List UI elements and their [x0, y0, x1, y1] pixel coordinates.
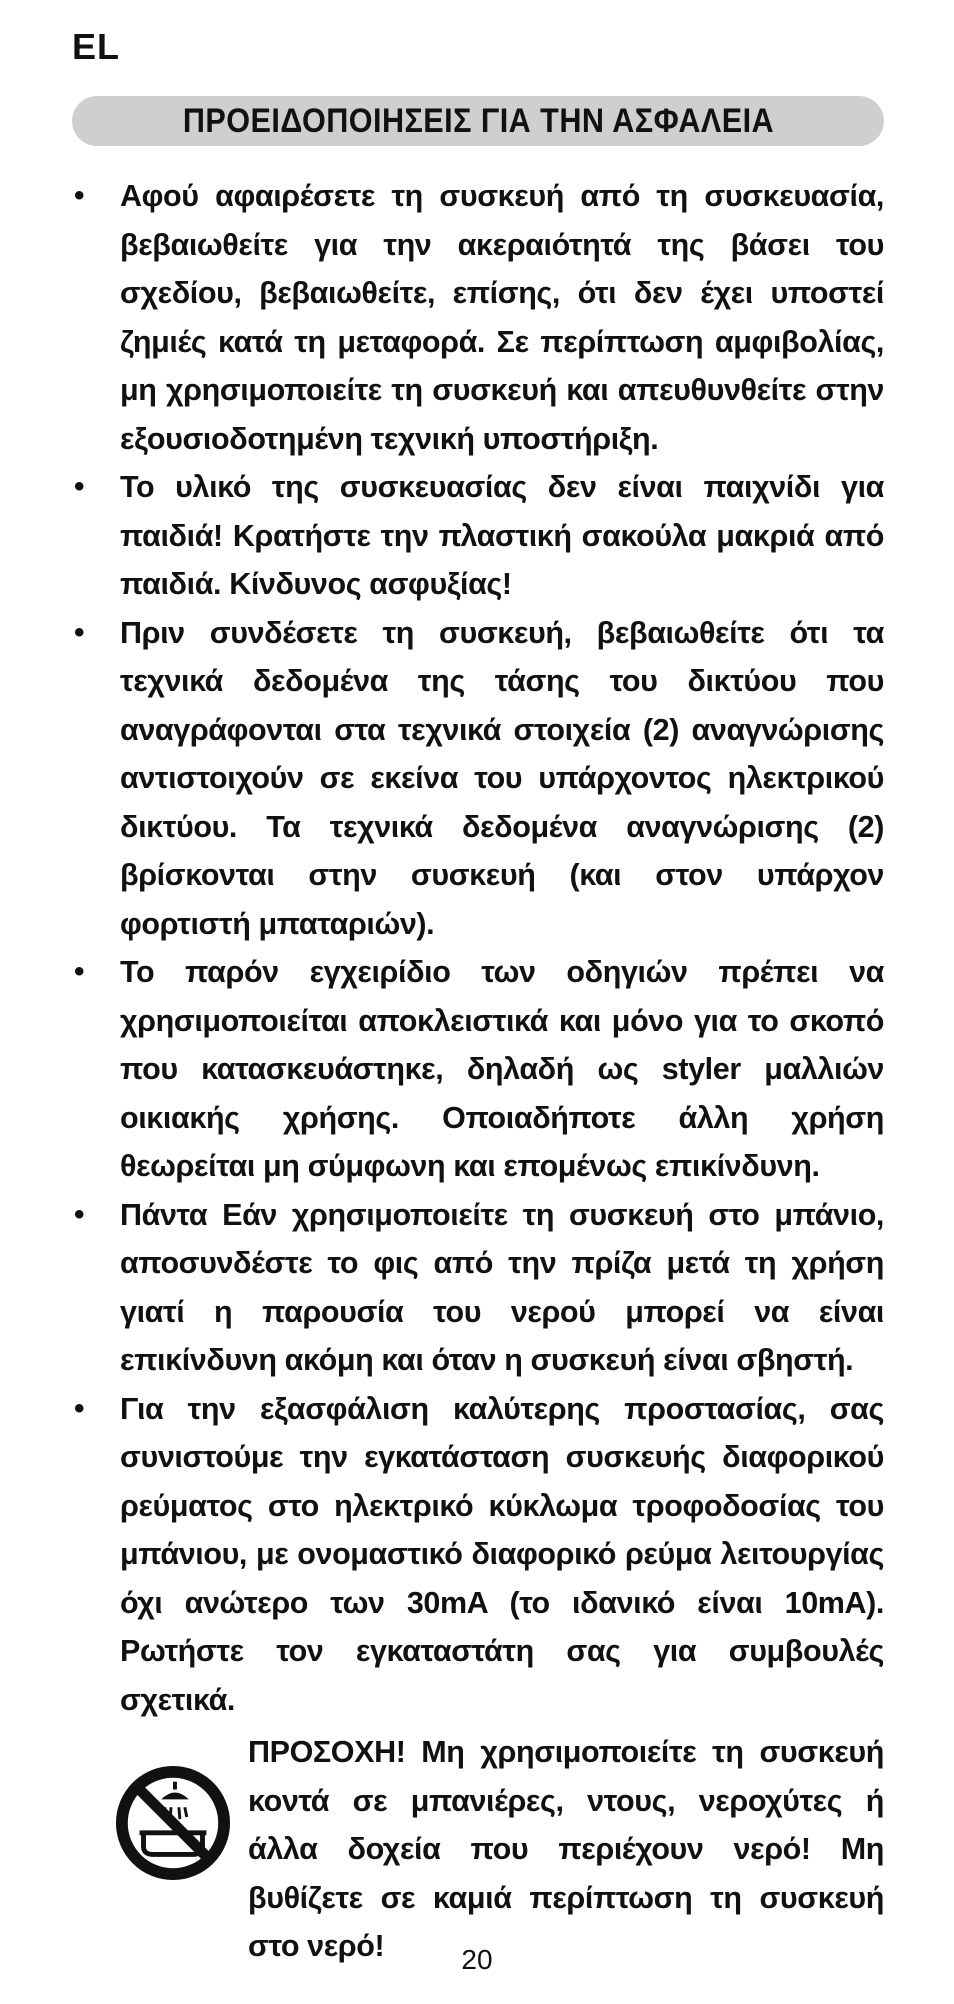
list-item	[72, 1191, 884, 1385]
list-item	[72, 609, 884, 949]
bullet-icon: •	[74, 179, 85, 212]
list-item-text: Αφού αφαιρέσετε τη συσκευή από τη συσκευασία, βεβαιωθείτε για την ακεραιότητά της βάσει του σχεδίου, βεβαιωθείτε, επίσης, ότι δεν έχει υποστεί ζημιές κατά τη μεταφορά. Σε περίπτωση αμφιβολίας, μη χρησιμοποιείτε τη συσκευή και απευθυνθείτε στην εξουσιοδοτημένη τεχνική υποστήριξη.	[120, 179, 884, 456]
list-item-text: Το υλικό της συσκευασίας δεν είναι παιχνίδι για παιδιά! Κρατήστε την πλαστική σακούλα μακριά από παιδιά. Κίνδυνος ασφυξίας!	[120, 470, 884, 601]
list-item	[72, 172, 884, 463]
list-item-text: Για την εξασφάλιση καλύτερης προστασίας, σας συνιστούμε την εγκατάσταση συσκευής διαφορικού ρεύματος στο ηλεκτρικό κύκλωμα τροφοδοσίας του μπάνιου, με ονομαστικό διαφορικό ρεύμα λειτουργίας όχι ανώτερο των 30mA (το ιδανικό είναι 10mA). Ρωτήστε τον εγκαταστάτη σας για συμβουλές σχετικά.	[120, 1391, 884, 1717]
bullet-icon: •	[74, 615, 85, 649]
list-item-text: Το παρόν εγχειρίδιο των οδηγιών πρέπει να χρησιμοποιείται αποκλειστικά και μόνο για το σκοπό που κατασκευάστηκε, δηλαδή ως styler μαλλιών οικιακής χρήσης. Οποιαδήποτε άλλη χρήση θεωρείται μη σύμφωνη και επομένως επικίνδυνη.	[120, 955, 884, 1183]
list-item	[72, 1385, 884, 1725]
bullet-icon: •	[74, 1391, 85, 1425]
list-item-text: Πάντα Εάν χρησιμοποιείτε τη συσκευή στο μπάνιο, αποσυνδέστε το φις από την πρίζα μετά τη χρήση γιατί η παρουσία του νερού μπορεί να είναι επικίνδυνη ακόμη και όταν η συσκευή είναι σβηστή.	[120, 1197, 884, 1377]
list-item	[72, 463, 884, 609]
bullet-icon: •	[74, 955, 85, 988]
language-code: EL	[72, 26, 121, 67]
safety-warnings-content	[72, 172, 884, 1971]
bullet-icon: •	[74, 470, 85, 503]
water-warning	[72, 1728, 884, 1971]
section-title: ΠΡΟΕΙΔΟΠΟΙΗΣΕΙΣ ΓΙΑ ΤΗΝ ΑΣΦΑΛΕΙΑ	[182, 101, 774, 140]
warning-text: ΠΡΟΣΟΧΗ! Μη χρησιμοποιείτε τη συσκευή κοντά σε μπανιέρες, ντους, νεροχύτες ή άλλα δοχεία που περιέχουν νερό! Μη βυθίζετε σε καμιά περίπτωση τη συσκευή στο νερό!	[248, 1735, 884, 1963]
safety-bullet-list	[72, 172, 884, 1724]
section-title-bar	[72, 96, 884, 146]
page-number: 20	[461, 1944, 493, 1975]
list-item	[72, 948, 884, 1191]
list-item-text: Πριν συνδέσετε τη συσκευή, βεβαιωθείτε ότι τα τεχνικά δεδομένα της τάσης του δικτύου που αναγράφονται στα τεχνικά στοιχεία (2) αναγνώρισης αντιστοιχούν σε εκείνα του υπάρχοντος ηλεκτρικού δικτύου. Τα τεχνικά δεδομένα αναγνώρισης (2) βρίσκονται στην συσκευή (και στον υπάρχον φορτιστή μπαταριών).	[120, 615, 884, 941]
no-water-use-icon	[114, 1764, 232, 1882]
bullet-icon: •	[74, 1197, 85, 1231]
